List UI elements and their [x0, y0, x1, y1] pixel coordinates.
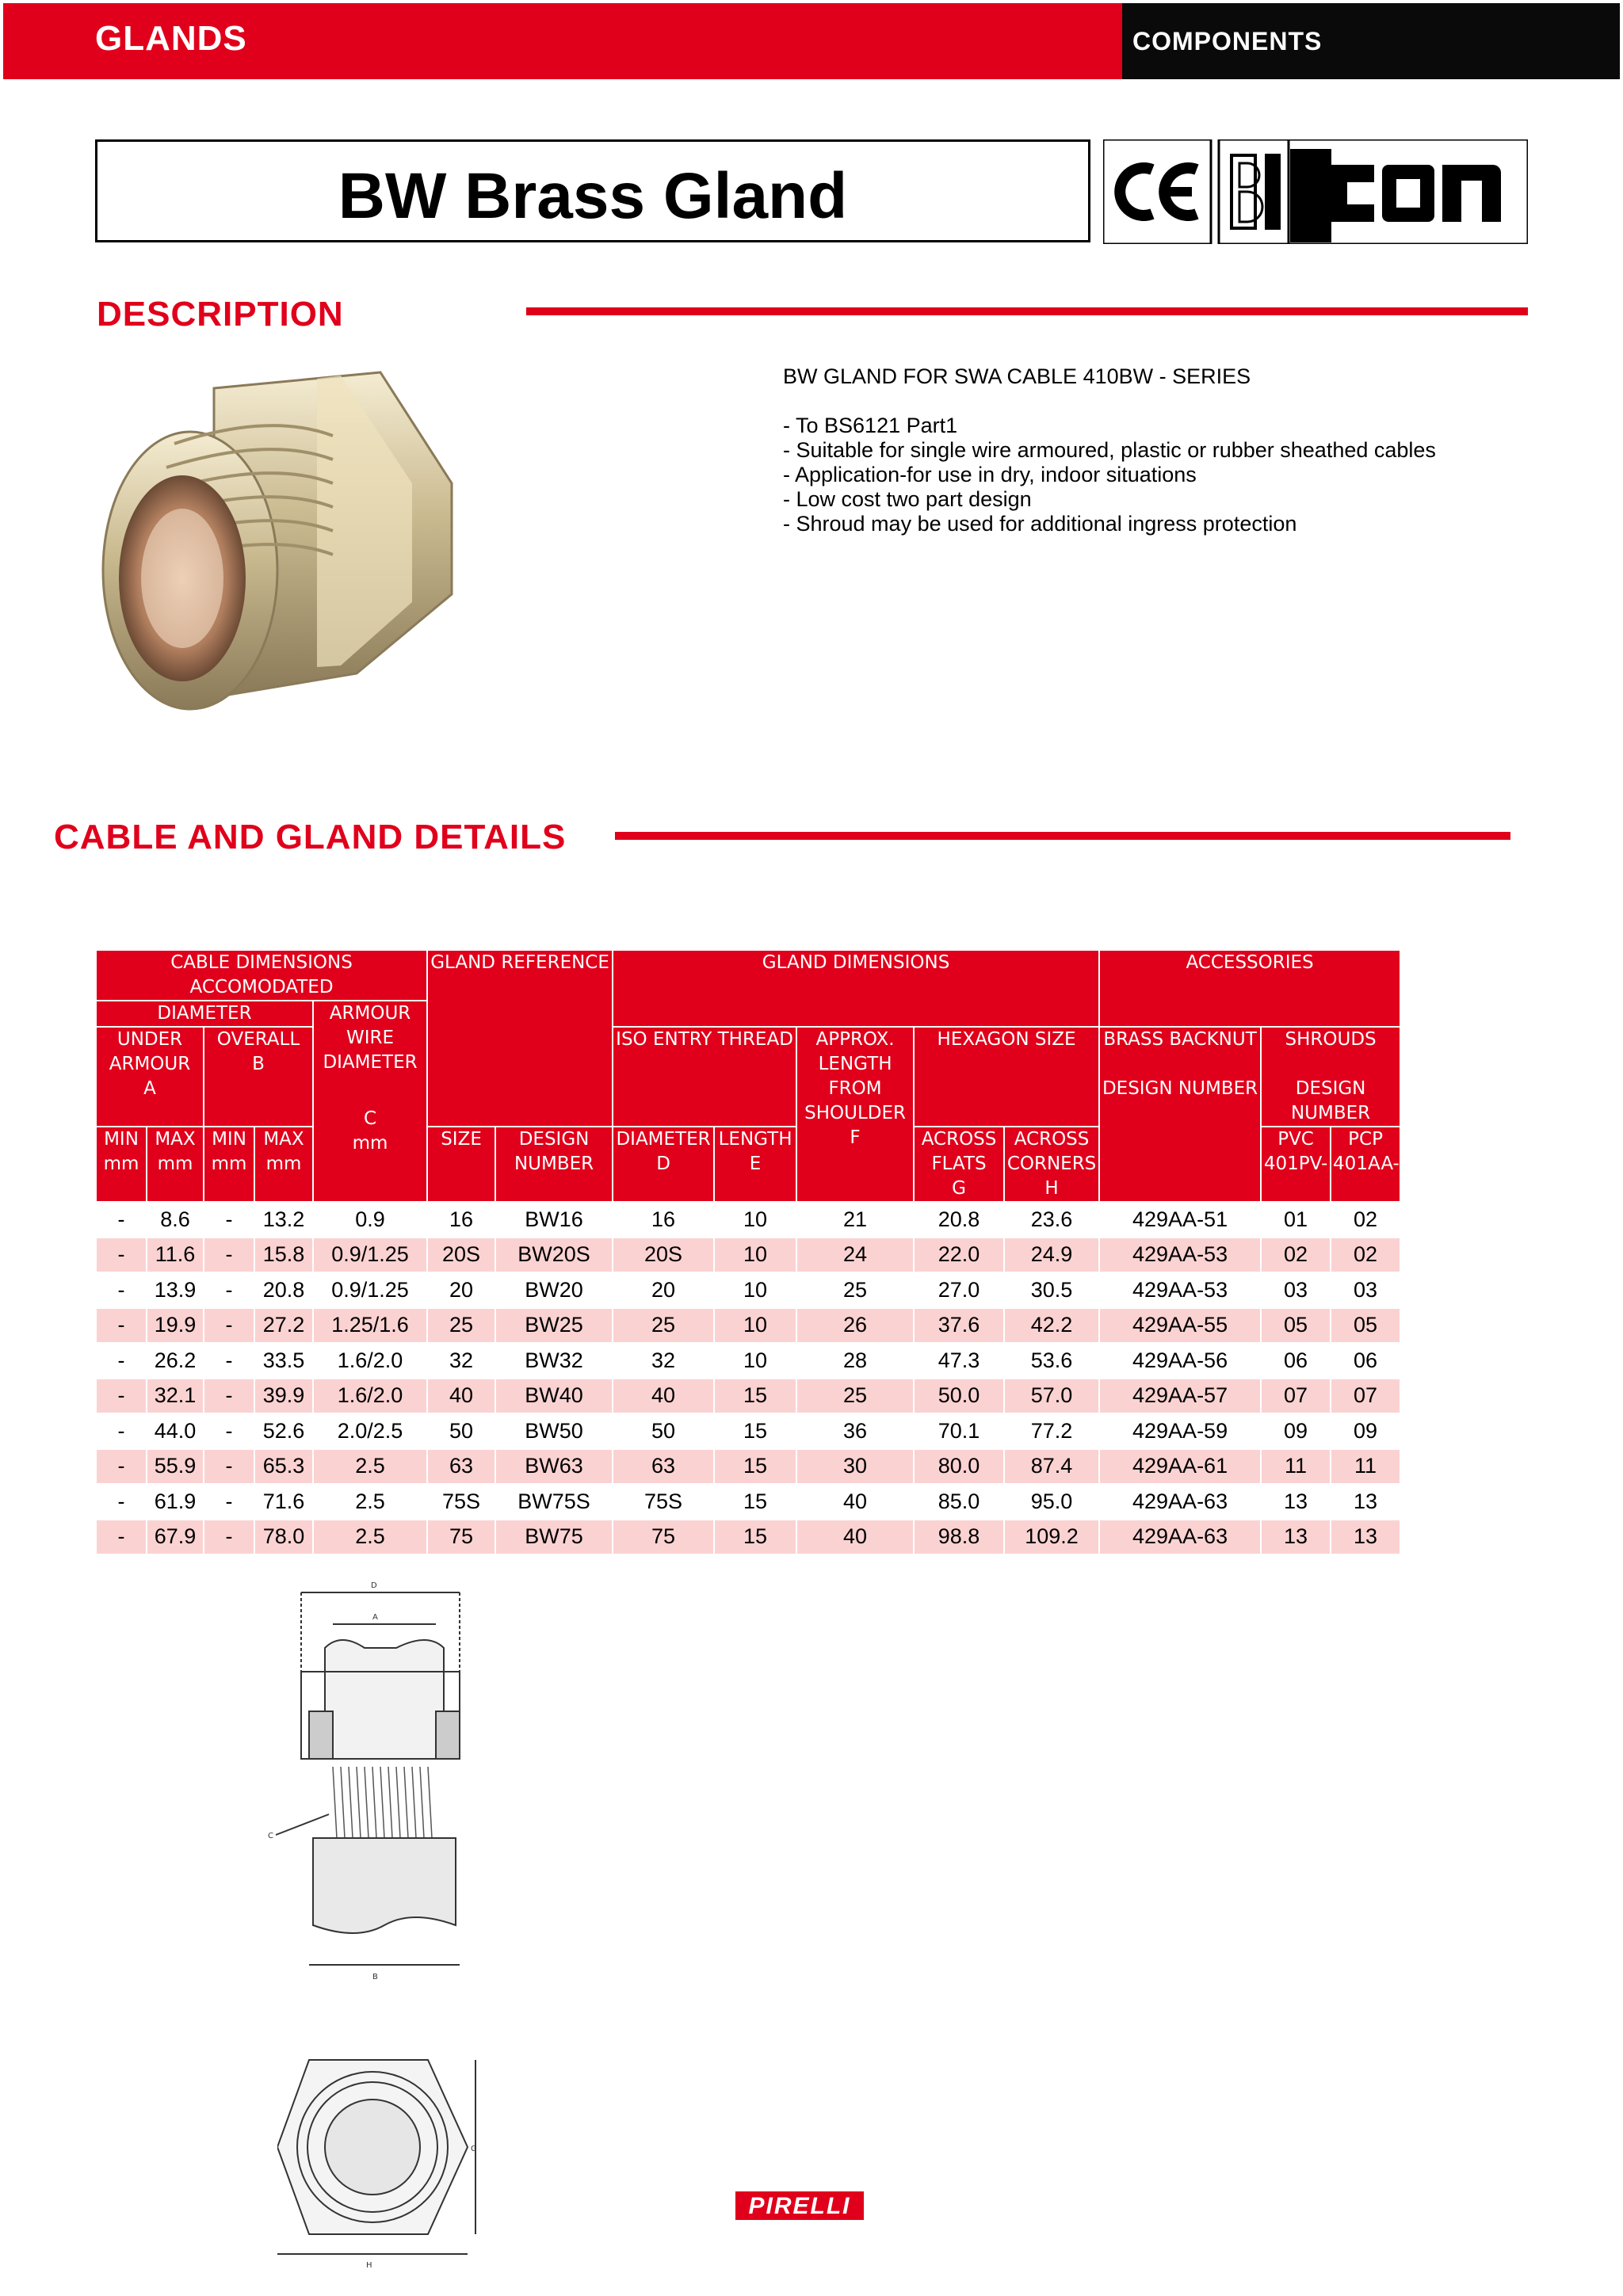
diameter-d-label: DIAMETER	[616, 1129, 711, 1150]
header-gland-dimensions: GLAND DIMENSIONS	[613, 950, 1099, 1027]
table-row	[96, 1343, 1400, 1379]
shrouds-design-number: DESIGN NUMBER	[1290, 1078, 1371, 1123]
table-row	[96, 1449, 1400, 1485]
mm-label: mm	[211, 1154, 247, 1174]
table-cell: 429AA-51	[1099, 1202, 1261, 1238]
table-cell: 11.6	[147, 1238, 204, 1273]
table-cell: 19.9	[147, 1308, 204, 1344]
header-brass-backnut	[1099, 1027, 1261, 1202]
table-cell: BW75	[495, 1520, 613, 1555]
table-cell: 15	[714, 1484, 796, 1520]
description-heading: DESCRIPTION	[97, 295, 344, 334]
table-cell: 75	[613, 1520, 714, 1555]
drawing-label-c: C	[268, 1832, 273, 1840]
table-cell: 2.5	[313, 1520, 427, 1555]
table-cell: 32	[427, 1343, 495, 1379]
header-hexagon-size: HEXAGON SIZE	[914, 1027, 1099, 1127]
under-armour-letter: A	[143, 1078, 156, 1099]
table-cell: BW50	[495, 1413, 613, 1449]
table-cell: 0.9/1.25	[313, 1238, 427, 1273]
table-cell: 30.5	[1004, 1272, 1099, 1308]
overall-letter: B	[252, 1054, 265, 1074]
drawing-label-a: A	[372, 1613, 378, 1622]
table-cell: 44.0	[147, 1413, 204, 1449]
header-overall	[204, 1027, 313, 1127]
table-cell: 20S	[613, 1238, 714, 1273]
table-cell: 429AA-55	[1099, 1308, 1261, 1344]
table-cell: -	[96, 1272, 147, 1308]
table-cell: 47.3	[914, 1343, 1004, 1379]
table-cell: BW40	[495, 1379, 613, 1414]
details-rule	[615, 832, 1510, 840]
armour-wire-label: ARMOUR WIRE DIAMETER	[323, 1003, 418, 1073]
header-across-corners	[1004, 1127, 1099, 1202]
table-cell: 20	[613, 1272, 714, 1308]
header-bar	[3, 3, 1620, 79]
gland-side-section-drawing	[254, 1577, 507, 1989]
table-cell: -	[96, 1238, 147, 1273]
table-cell: 07	[1261, 1379, 1331, 1414]
table-cell: 07	[1331, 1379, 1400, 1414]
header-gland-reference: GLAND REFERENCE	[427, 950, 613, 1127]
table-cell: 10	[714, 1308, 796, 1344]
table-row	[96, 1413, 1400, 1449]
mm-label: mm	[103, 1154, 139, 1174]
table-cell: 11	[1261, 1449, 1331, 1485]
table-cell: 09	[1331, 1413, 1400, 1449]
table-cell: 01	[1261, 1202, 1331, 1238]
table-cell: 429AA-63	[1099, 1484, 1261, 1520]
table-cell: 13.9	[147, 1272, 204, 1308]
table-cell: 25	[796, 1272, 914, 1308]
description-bullet: - Low cost two part design	[783, 487, 1032, 511]
h-letter: H	[1044, 1178, 1059, 1199]
table-cell: 2.5	[313, 1449, 427, 1485]
table-cell: 10	[714, 1202, 796, 1238]
table-cell: 10	[714, 1238, 796, 1273]
table-row	[96, 1484, 1400, 1520]
mm-label: mm	[265, 1154, 302, 1174]
table-cell: -	[204, 1520, 254, 1555]
table-cell: 36	[796, 1413, 914, 1449]
table-cell: 98.8	[914, 1520, 1004, 1555]
table-cell: 15	[714, 1449, 796, 1485]
drawing-label-h: H	[366, 2261, 372, 2270]
table-cell: -	[96, 1379, 147, 1414]
table-cell: -	[204, 1272, 254, 1308]
table-cell: 40	[613, 1379, 714, 1414]
title-box	[95, 139, 1090, 242]
table-cell: 05	[1261, 1308, 1331, 1344]
description-bullet: - Application-for use in dry, indoor situations	[783, 463, 1197, 486]
table-cell: 25	[427, 1308, 495, 1344]
table-cell: 05	[1331, 1308, 1400, 1344]
description-text	[783, 364, 1544, 536]
overall-label: OVERALL	[216, 1029, 300, 1050]
across-corners-label: ACROSS CORNERS	[1006, 1129, 1097, 1174]
table-cell: 32	[613, 1343, 714, 1379]
pirelli-logo-text: PIRELLI	[748, 2193, 851, 2219]
table-cell: 1.6/2.0	[313, 1343, 427, 1379]
table-cell: -	[204, 1379, 254, 1414]
table-cell: 75S	[427, 1484, 495, 1520]
header-armour-wire	[313, 1001, 427, 1202]
approx-length-label: APPROX. LENGTH FROM SHOULDER	[804, 1029, 906, 1123]
length-e-label: LENGTH	[718, 1129, 792, 1150]
table-cell: BW32	[495, 1343, 613, 1379]
header-under-armour-max	[147, 1127, 204, 1202]
table-cell: 26.2	[147, 1343, 204, 1379]
brass-gland-photo	[79, 364, 475, 737]
table-cell: -	[96, 1520, 147, 1555]
header-pcp	[1331, 1127, 1400, 1202]
gland-details-table	[95, 949, 1401, 1555]
table-cell: 15	[714, 1379, 796, 1414]
table-cell: -	[204, 1484, 254, 1520]
table-cell: 0.9	[313, 1202, 427, 1238]
table-cell: 40	[796, 1520, 914, 1555]
table-cell: 13	[1261, 1520, 1331, 1555]
table-cell: 02	[1331, 1202, 1400, 1238]
description-bullet: - Shroud may be used for additional ingress protection	[783, 512, 1297, 536]
table-cell: 78.0	[254, 1520, 313, 1555]
table-cell: -	[96, 1308, 147, 1344]
description-bullet: - Suitable for single wire armoured, plastic or rubber sheathed cables	[783, 438, 1436, 462]
header-diameter-d	[613, 1127, 714, 1202]
d-letter: D	[656, 1154, 670, 1174]
table-cell: 15	[714, 1413, 796, 1449]
table-cell: -	[204, 1343, 254, 1379]
table-cell: -	[96, 1484, 147, 1520]
table-cell: 1.6/2.0	[313, 1379, 427, 1414]
header-iso-entry-thread: ISO ENTRY THREAD	[613, 1027, 796, 1127]
table-cell: 429AA-61	[1099, 1449, 1261, 1485]
table-cell: 40	[427, 1379, 495, 1414]
header-accessories: ACCESSORIES	[1099, 950, 1400, 1027]
pcp-label: PCP	[1348, 1129, 1383, 1150]
table-cell: 02	[1331, 1238, 1400, 1273]
table-row	[96, 1379, 1400, 1414]
table-cell: 24	[796, 1238, 914, 1273]
table-cell: 429AA-59	[1099, 1413, 1261, 1449]
table-row	[96, 1238, 1400, 1273]
table-cell: 429AA-63	[1099, 1520, 1261, 1555]
table-cell: 10	[714, 1272, 796, 1308]
table-cell: BW16	[495, 1202, 613, 1238]
pvc-label: PVC	[1277, 1129, 1314, 1150]
under-armour-label: UNDER ARMOUR	[109, 1029, 191, 1074]
table-cell: 50	[427, 1413, 495, 1449]
header-cable-dimensions: CABLE DIMENSIONS ACCOMODATED	[96, 950, 427, 1001]
table-cell: -	[204, 1238, 254, 1273]
table-cell: 20	[427, 1272, 495, 1308]
table-cell: 52.6	[254, 1413, 313, 1449]
e-letter: E	[749, 1154, 762, 1174]
table-row	[96, 1272, 1400, 1308]
header-overall-min	[204, 1127, 254, 1202]
description-rule	[526, 307, 1528, 315]
table-cell: 65.3	[254, 1449, 313, 1485]
page-title: BW Brass Gland	[338, 160, 848, 232]
table-cell: BW25	[495, 1308, 613, 1344]
table-cell: 02	[1261, 1238, 1331, 1273]
table-cell: 429AA-57	[1099, 1379, 1261, 1414]
armour-wire-letter: C	[363, 1108, 377, 1129]
table-cell: -	[96, 1343, 147, 1379]
table-row	[96, 1308, 1400, 1344]
table-cell: 13.2	[254, 1202, 313, 1238]
table-cell: -	[204, 1449, 254, 1485]
table-cell: 22.0	[914, 1238, 1004, 1273]
drawing-label-d: D	[371, 1581, 377, 1590]
header-under-armour	[96, 1027, 204, 1127]
table-cell: 429AA-53	[1099, 1238, 1261, 1273]
table-cell: 15.8	[254, 1238, 313, 1273]
table-cell: 67.9	[147, 1520, 204, 1555]
table-cell: 21	[796, 1202, 914, 1238]
header-size: SIZE	[427, 1127, 495, 1202]
table-cell: 55.9	[147, 1449, 204, 1485]
table-cell: 63	[427, 1449, 495, 1485]
table-cell: 109.2	[1004, 1520, 1099, 1555]
table-cell: 20S	[427, 1238, 495, 1273]
table-cell: 429AA-56	[1099, 1343, 1261, 1379]
table-cell: 16	[427, 1202, 495, 1238]
table-cell: 30	[796, 1449, 914, 1485]
approx-length-letter: F	[850, 1127, 861, 1148]
table-body	[96, 1202, 1400, 1554]
table-cell: 27.0	[914, 1272, 1004, 1308]
header-design-number: DESIGN NUMBER	[495, 1127, 613, 1202]
table-cell: 57.0	[1004, 1379, 1099, 1414]
details-heading: CABLE AND GLAND DETAILS	[54, 818, 567, 856]
table-cell: 03	[1331, 1272, 1400, 1308]
table-cell: 11	[1331, 1449, 1400, 1485]
table-cell: 87.4	[1004, 1449, 1099, 1485]
table-cell: 429AA-53	[1099, 1272, 1261, 1308]
table-cell: 06	[1331, 1343, 1400, 1379]
header-under-armour-min	[96, 1127, 147, 1202]
pvc-code: 401PV-	[1263, 1154, 1328, 1174]
brass-backnut-label: BRASS BACKNUT	[1103, 1029, 1257, 1050]
g-letter: G	[952, 1178, 966, 1199]
table-cell: 28	[796, 1343, 914, 1379]
table-cell: 26	[796, 1308, 914, 1344]
table-cell: 61.9	[147, 1484, 204, 1520]
table-cell: 13	[1331, 1520, 1400, 1555]
table-cell: 1.25/1.6	[313, 1308, 427, 1344]
table-cell: BW63	[495, 1449, 613, 1485]
certification-logos	[1103, 139, 1528, 244]
header-length-e	[714, 1127, 796, 1202]
table-cell: 42.2	[1004, 1308, 1099, 1344]
table-cell: 32.1	[147, 1379, 204, 1414]
table-cell: 13	[1261, 1484, 1331, 1520]
table-cell: 70.1	[914, 1413, 1004, 1449]
table-cell: 09	[1261, 1413, 1331, 1449]
table-cell: 75S	[613, 1484, 714, 1520]
armour-wire-unit: mm	[352, 1133, 388, 1154]
pirelli-logo	[735, 2190, 864, 2222]
table-cell: -	[96, 1413, 147, 1449]
table-cell: 50.0	[914, 1379, 1004, 1414]
header-diameter: DIAMETER	[96, 1001, 313, 1027]
header-category: GLANDS	[95, 19, 247, 58]
table-cell: 20.8	[254, 1272, 313, 1308]
drawing-label-b: B	[372, 1973, 378, 1981]
table-cell: -	[204, 1413, 254, 1449]
table-cell: -	[96, 1202, 147, 1238]
table-cell: 15	[714, 1520, 796, 1555]
table-cell: 37.6	[914, 1308, 1004, 1344]
table-cell: 40	[796, 1484, 914, 1520]
max-label: MAX	[155, 1129, 196, 1150]
header-overall-max	[254, 1127, 313, 1202]
table-cell: 2.0/2.5	[313, 1413, 427, 1449]
drawing-label-g: G	[471, 2145, 477, 2153]
max-label: MAX	[263, 1129, 304, 1150]
table-cell: 20.8	[914, 1202, 1004, 1238]
table-cell: 95.0	[1004, 1484, 1099, 1520]
min-label: MIN	[212, 1129, 246, 1150]
header-shrouds	[1261, 1027, 1400, 1127]
description-lead: BW GLAND FOR SWA CABLE 410BW - SERIES	[783, 364, 1251, 388]
table-cell: 24.9	[1004, 1238, 1099, 1273]
description-bullet: - To BS6121 Part1	[783, 414, 958, 437]
table-row	[96, 1202, 1400, 1238]
table-cell: -	[96, 1449, 147, 1485]
table-cell: 33.5	[254, 1343, 313, 1379]
table-cell: BW75S	[495, 1484, 613, 1520]
table-cell: 27.2	[254, 1308, 313, 1344]
table-cell: 13	[1331, 1484, 1400, 1520]
table-cell: 2.5	[313, 1484, 427, 1520]
table-cell: 50	[613, 1413, 714, 1449]
table-cell: 06	[1261, 1343, 1331, 1379]
table-cell: 53.6	[1004, 1343, 1099, 1379]
pcp-code: 401AA-	[1333, 1154, 1400, 1174]
bicon-logo	[1219, 139, 1528, 244]
table-cell: 16	[613, 1202, 714, 1238]
across-flats-label: ACROSS FLATS	[921, 1129, 997, 1174]
shrouds-label: SHROUDS	[1285, 1029, 1377, 1050]
table-cell: BW20S	[495, 1238, 613, 1273]
table-cell: 39.9	[254, 1379, 313, 1414]
table-cell: BW20	[495, 1272, 613, 1308]
table-cell: 03	[1261, 1272, 1331, 1308]
table-cell: -	[204, 1308, 254, 1344]
table-cell: 0.9/1.25	[313, 1272, 427, 1308]
table-cell: 85.0	[914, 1484, 1004, 1520]
table-cell: 63	[613, 1449, 714, 1485]
backnut-design-number: DESIGN NUMBER	[1102, 1078, 1258, 1099]
ce-mark-logo	[1103, 139, 1211, 244]
table-cell: 25	[796, 1379, 914, 1414]
table-cell: 77.2	[1004, 1413, 1099, 1449]
table-cell: 23.6	[1004, 1202, 1099, 1238]
mm-label: mm	[157, 1154, 193, 1174]
table-row	[96, 1520, 1400, 1555]
table-cell: -	[204, 1202, 254, 1238]
gland-end-view-drawing	[277, 2044, 483, 2274]
table-cell: 71.6	[254, 1484, 313, 1520]
header-across-flats	[914, 1127, 1004, 1202]
header-pvc	[1261, 1127, 1331, 1202]
table-cell: 75	[427, 1520, 495, 1555]
table-header-row	[96, 1027, 1400, 1127]
table-cell: 10	[714, 1343, 796, 1379]
min-label: MIN	[104, 1129, 139, 1150]
table-cell: 80.0	[914, 1449, 1004, 1485]
header-section: COMPONENTS	[1132, 27, 1323, 55]
table-header-row	[96, 950, 1400, 1001]
table-cell: 8.6	[147, 1202, 204, 1238]
header-approx-length	[796, 1027, 914, 1202]
table-cell: 25	[613, 1308, 714, 1344]
